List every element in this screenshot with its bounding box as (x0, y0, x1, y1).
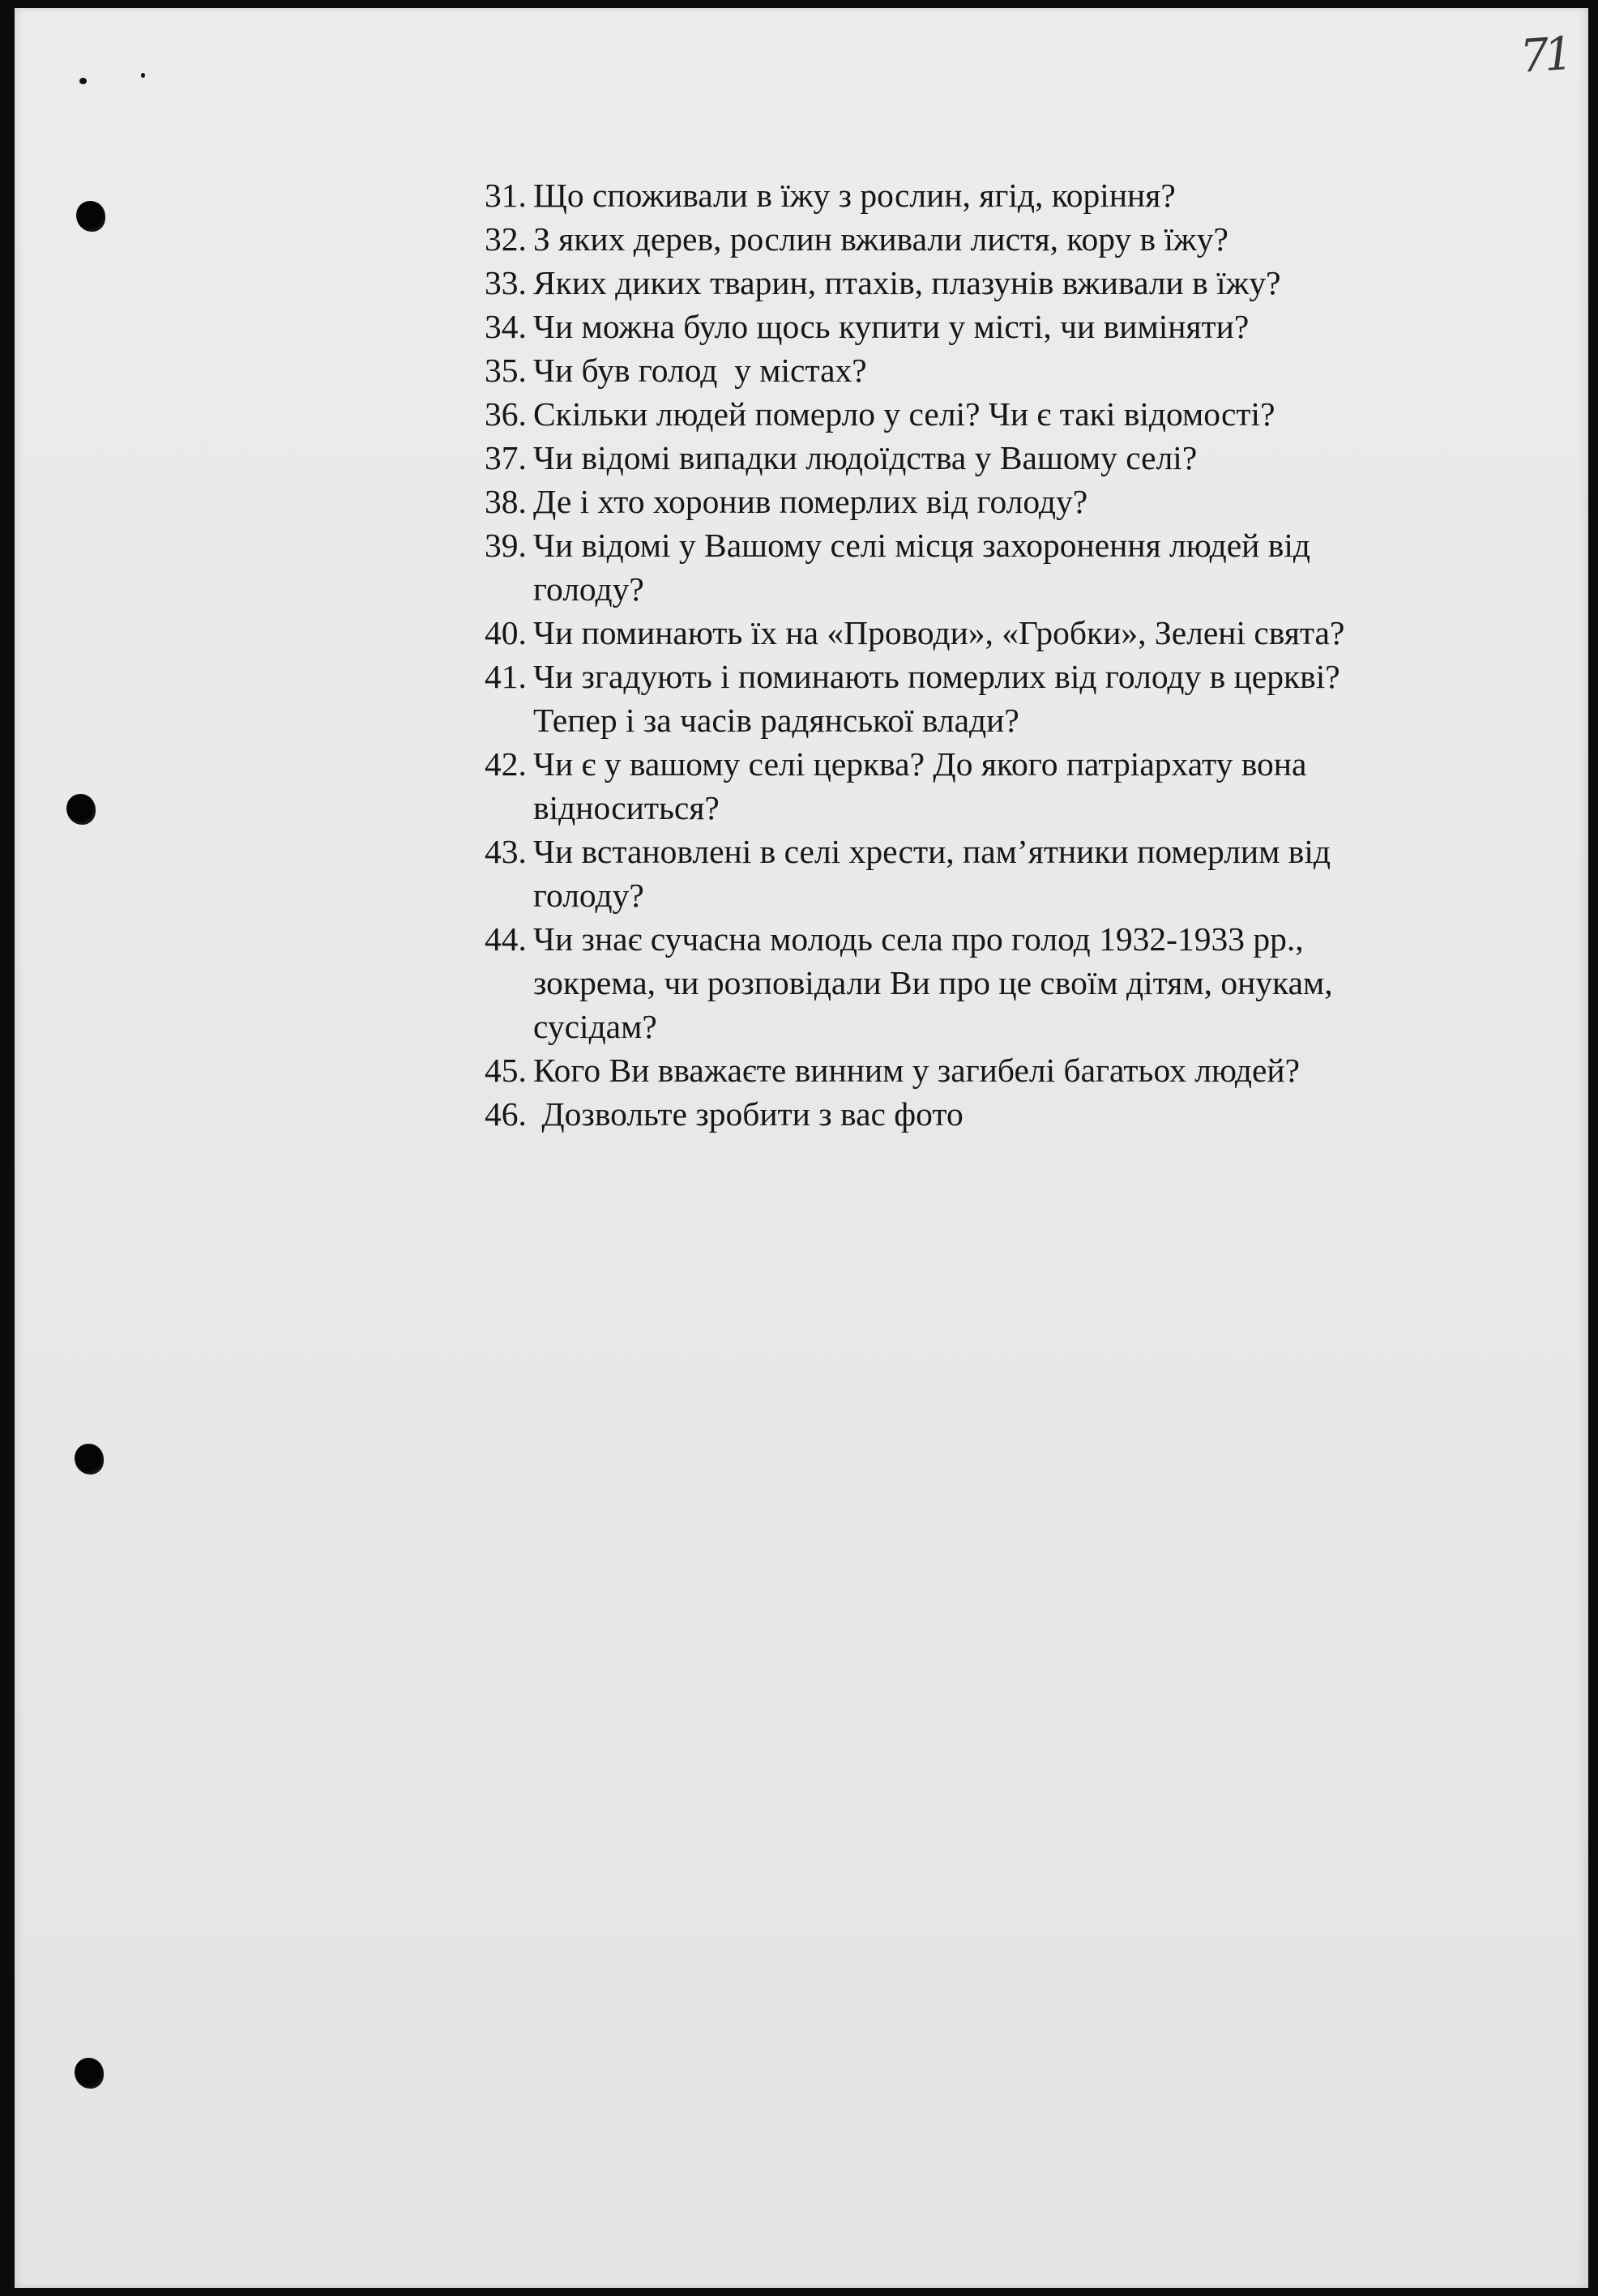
question-text: Що споживали в їжу з рослин, ягід, коріння? (533, 177, 1176, 214)
question-text: Чи є у вашому селі церква? До якого патріархату вона відноситься? (533, 745, 1307, 826)
folio-number: 71 (1518, 28, 1570, 83)
question-number: 36. (485, 395, 527, 433)
question-number: 40. (485, 614, 527, 651)
question-text: Чи знає сучасна молодь села про голод 1932-1933 рр., зокрема, чи розповідали Ви про це своїм дітям, онукам, сусідам? (533, 920, 1333, 1045)
question-item (485, 523, 1457, 611)
question-item (485, 1092, 1457, 1136)
question-number: 32. (485, 220, 527, 258)
question-number: 33. (485, 264, 527, 301)
question-text: Чи встановлені в селі хрести, пам’ятники померлим від голоду? (533, 833, 1331, 914)
question-item (485, 742, 1457, 830)
question-number: 42. (485, 745, 527, 783)
question-text: Чи відомі у Вашому селі місця захоронення людей від голоду? (533, 527, 1310, 608)
question-item (485, 217, 1457, 261)
question-item (485, 305, 1457, 348)
question-list (485, 173, 1457, 1136)
punch-hole-1 (76, 201, 105, 232)
question-text: Дозвольте зробити з вас фото (533, 1095, 964, 1133)
question-text: Кого Ви вважаєте винним у загибелі багатьох людей? (533, 1052, 1301, 1089)
question-text: Чи був голод у містах? (533, 352, 867, 389)
question-item (485, 392, 1457, 436)
question-text: Скільки людей померло у селі? Чи є такі відомості? (533, 395, 1275, 433)
question-number: 31. (485, 177, 527, 214)
punch-hole-2 (66, 794, 96, 825)
question-text: Де і хто хоронив померлих від голоду? (533, 483, 1088, 520)
question-number: 35. (485, 352, 527, 389)
question-item (485, 917, 1457, 1048)
question-text: Чи можна було щось купити у місті, чи виміняти? (533, 308, 1250, 345)
question-item (485, 173, 1457, 217)
question-item (485, 480, 1457, 523)
question-item (485, 830, 1457, 917)
scan-speck (79, 78, 87, 84)
question-item (485, 436, 1457, 480)
question-number: 34. (485, 308, 527, 345)
punch-hole-4 (75, 2058, 104, 2089)
punch-hole-3 (75, 1444, 104, 1474)
question-item (485, 348, 1457, 392)
question-text: Чи згадують і поминають померлих від голоду в церкві? Тепер і за часів радянської влади? (533, 658, 1340, 739)
question-text: Яких диких тварин, птахів, плазунів вживали в їжу? (533, 264, 1281, 301)
question-number: 45. (485, 1052, 527, 1089)
question-number: 46. (485, 1095, 527, 1133)
question-number: 43. (485, 833, 527, 870)
question-text: Чи відомі випадки людоїдства у Вашому селі? (533, 439, 1198, 476)
question-number: 37. (485, 439, 527, 476)
question-number: 41. (485, 658, 527, 695)
question-item (485, 611, 1457, 655)
question-number: 39. (485, 527, 527, 564)
question-text: Чи поминають їх на «Проводи», «Гробки», Зелені свята? (533, 614, 1345, 651)
paper-sheet (15, 8, 1588, 2288)
scan-speck (141, 73, 145, 78)
question-item (485, 1048, 1457, 1092)
question-item (485, 261, 1457, 305)
question-text: З яких дерев, рослин вживали листя, кору в їжу? (533, 220, 1228, 258)
question-number: 44. (485, 920, 527, 958)
question-item (485, 655, 1457, 742)
question-number: 38. (485, 483, 527, 520)
